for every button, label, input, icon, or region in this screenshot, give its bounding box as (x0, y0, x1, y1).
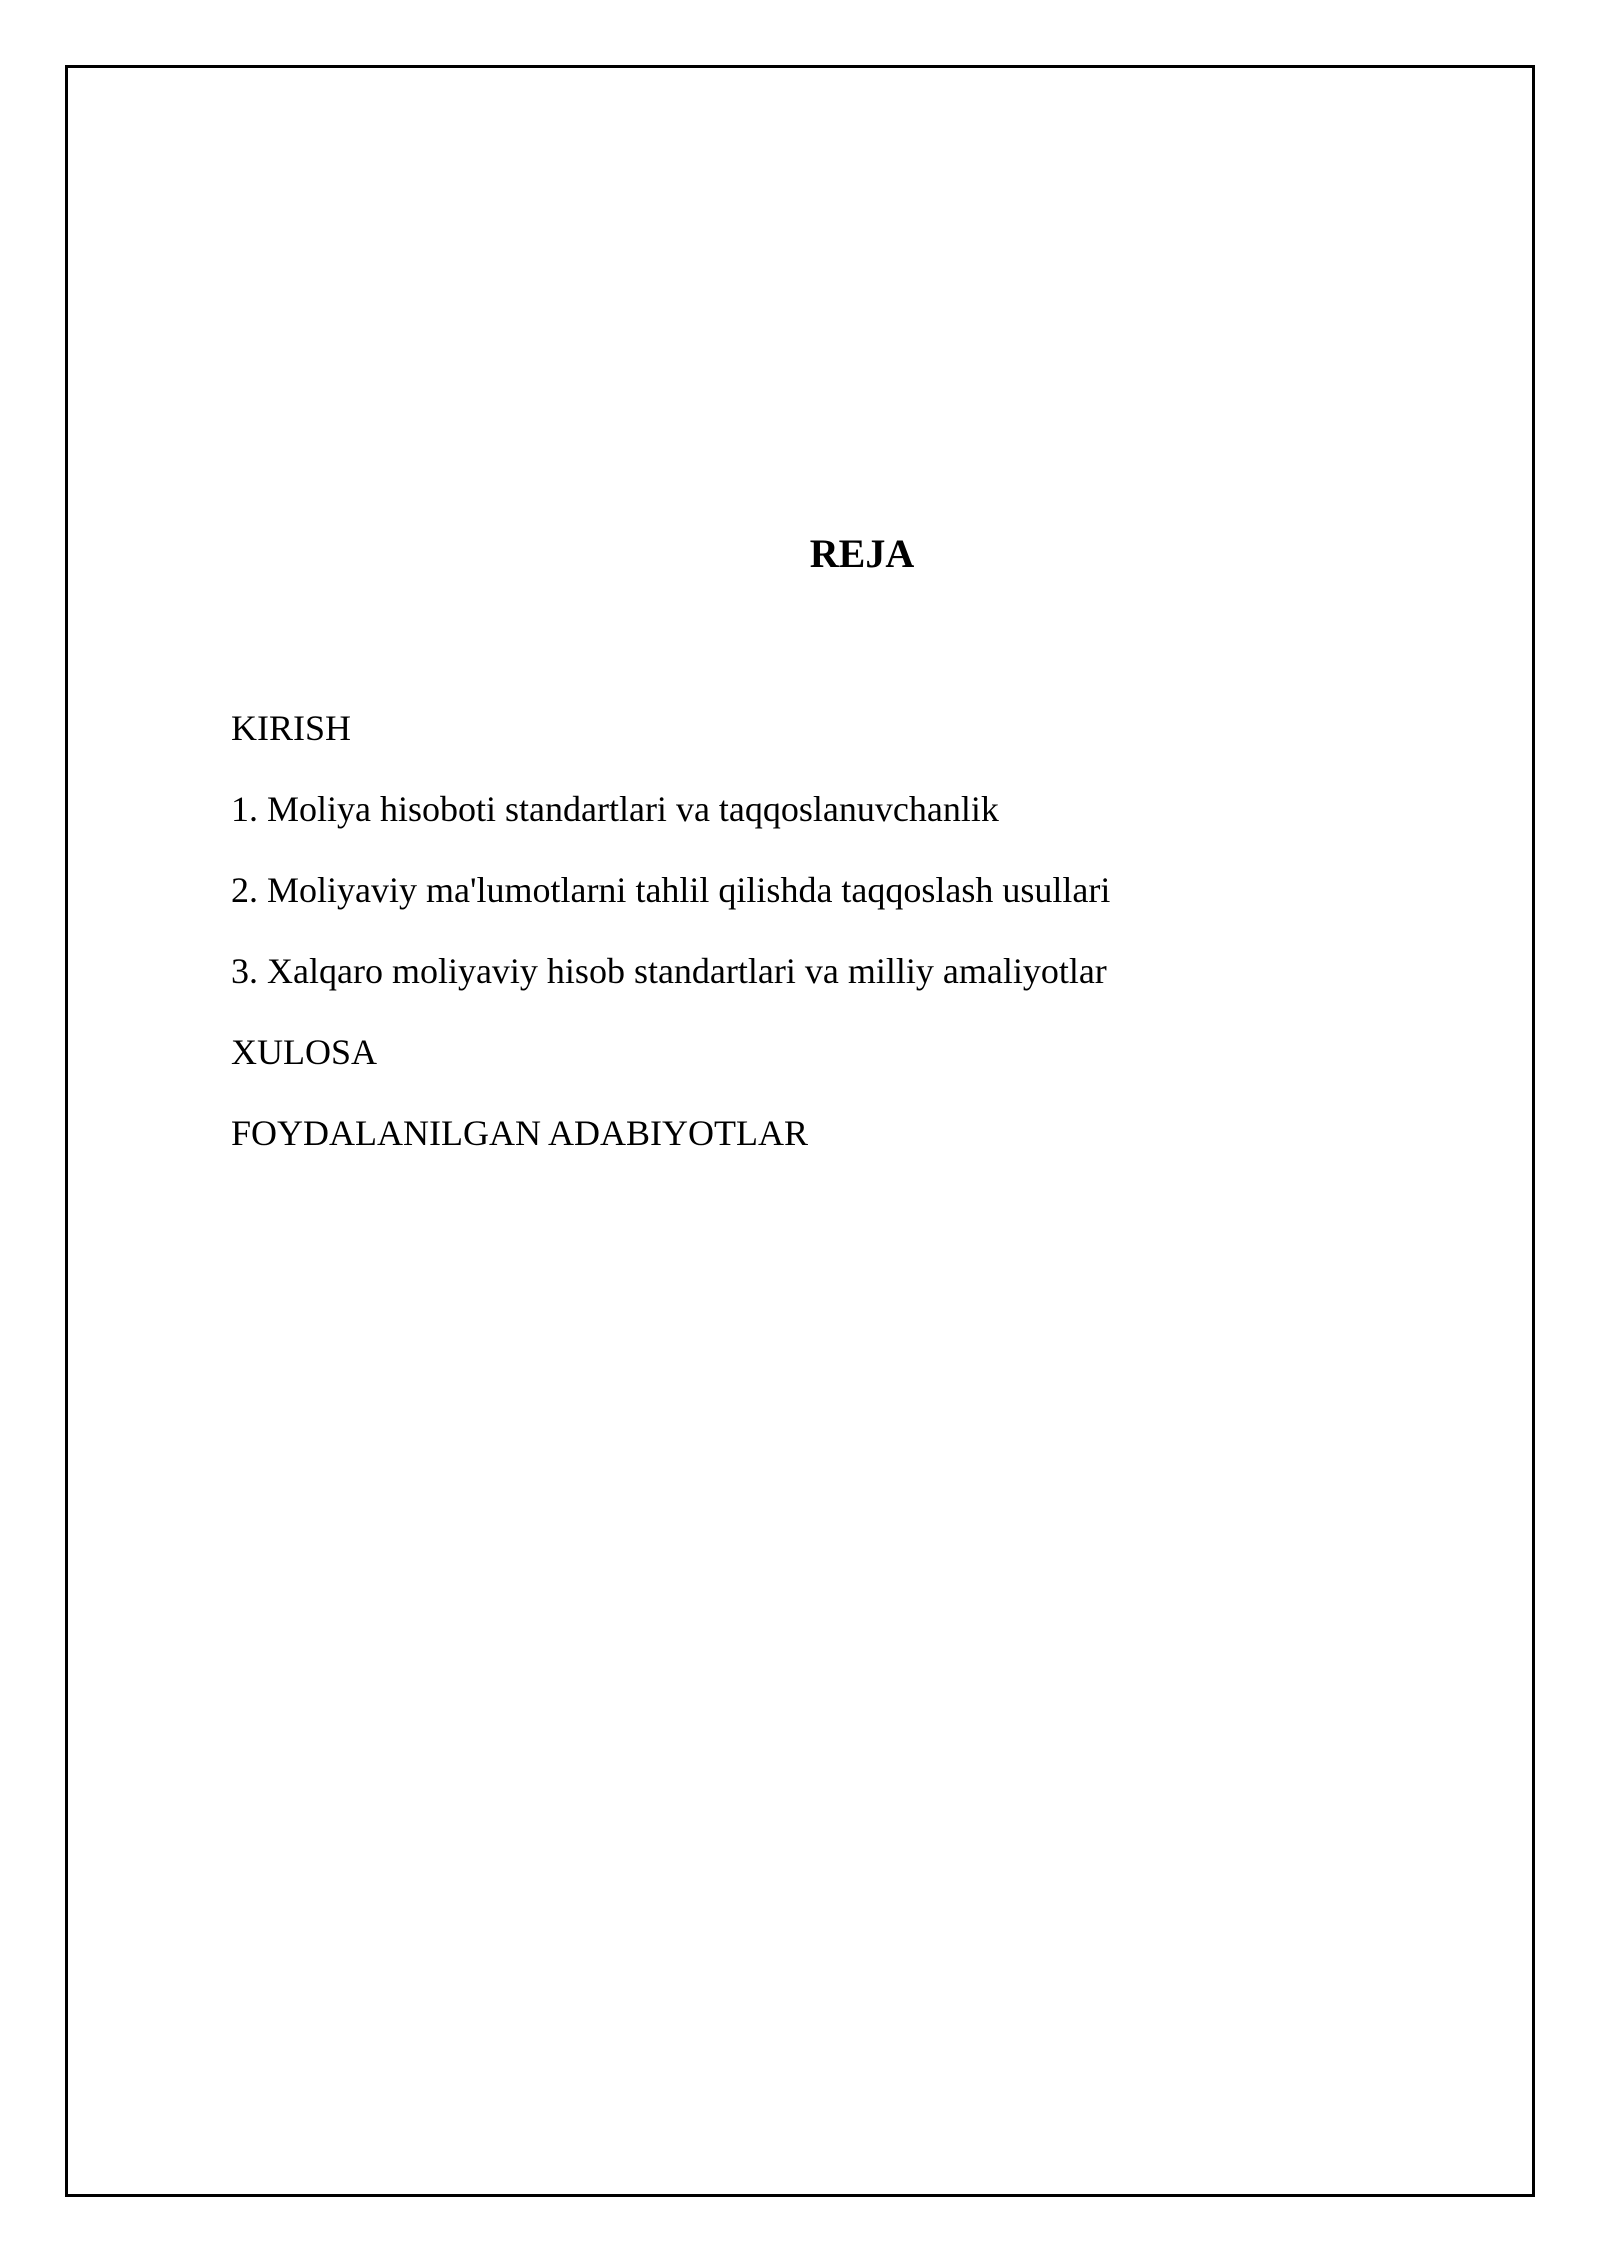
plan-item-chapter-1: 1. Moliya hisoboti standartlari va taqqoslanuvchanlik (231, 789, 999, 829)
plan-contents-list (231, 706, 1110, 1192)
page-border-frame (65, 65, 1535, 2197)
plan-item-conclusion: XULOSA (231, 1032, 378, 1072)
plan-item-introduction: KIRISH (231, 708, 352, 748)
plan-item-references: FOYDALANILGAN ADABIYOTLAR (231, 1113, 808, 1153)
plan-item-chapter-2: 2. Moliyaviy ma'lumotlarni tahlil qilishda taqqoslash usullari (231, 870, 1111, 910)
plan-title: REJA (809, 531, 915, 576)
plan-item-chapter-3: 3. Xalqaro moliyaviy hisob standartlari va milliy amaliyotlar (231, 951, 1107, 991)
